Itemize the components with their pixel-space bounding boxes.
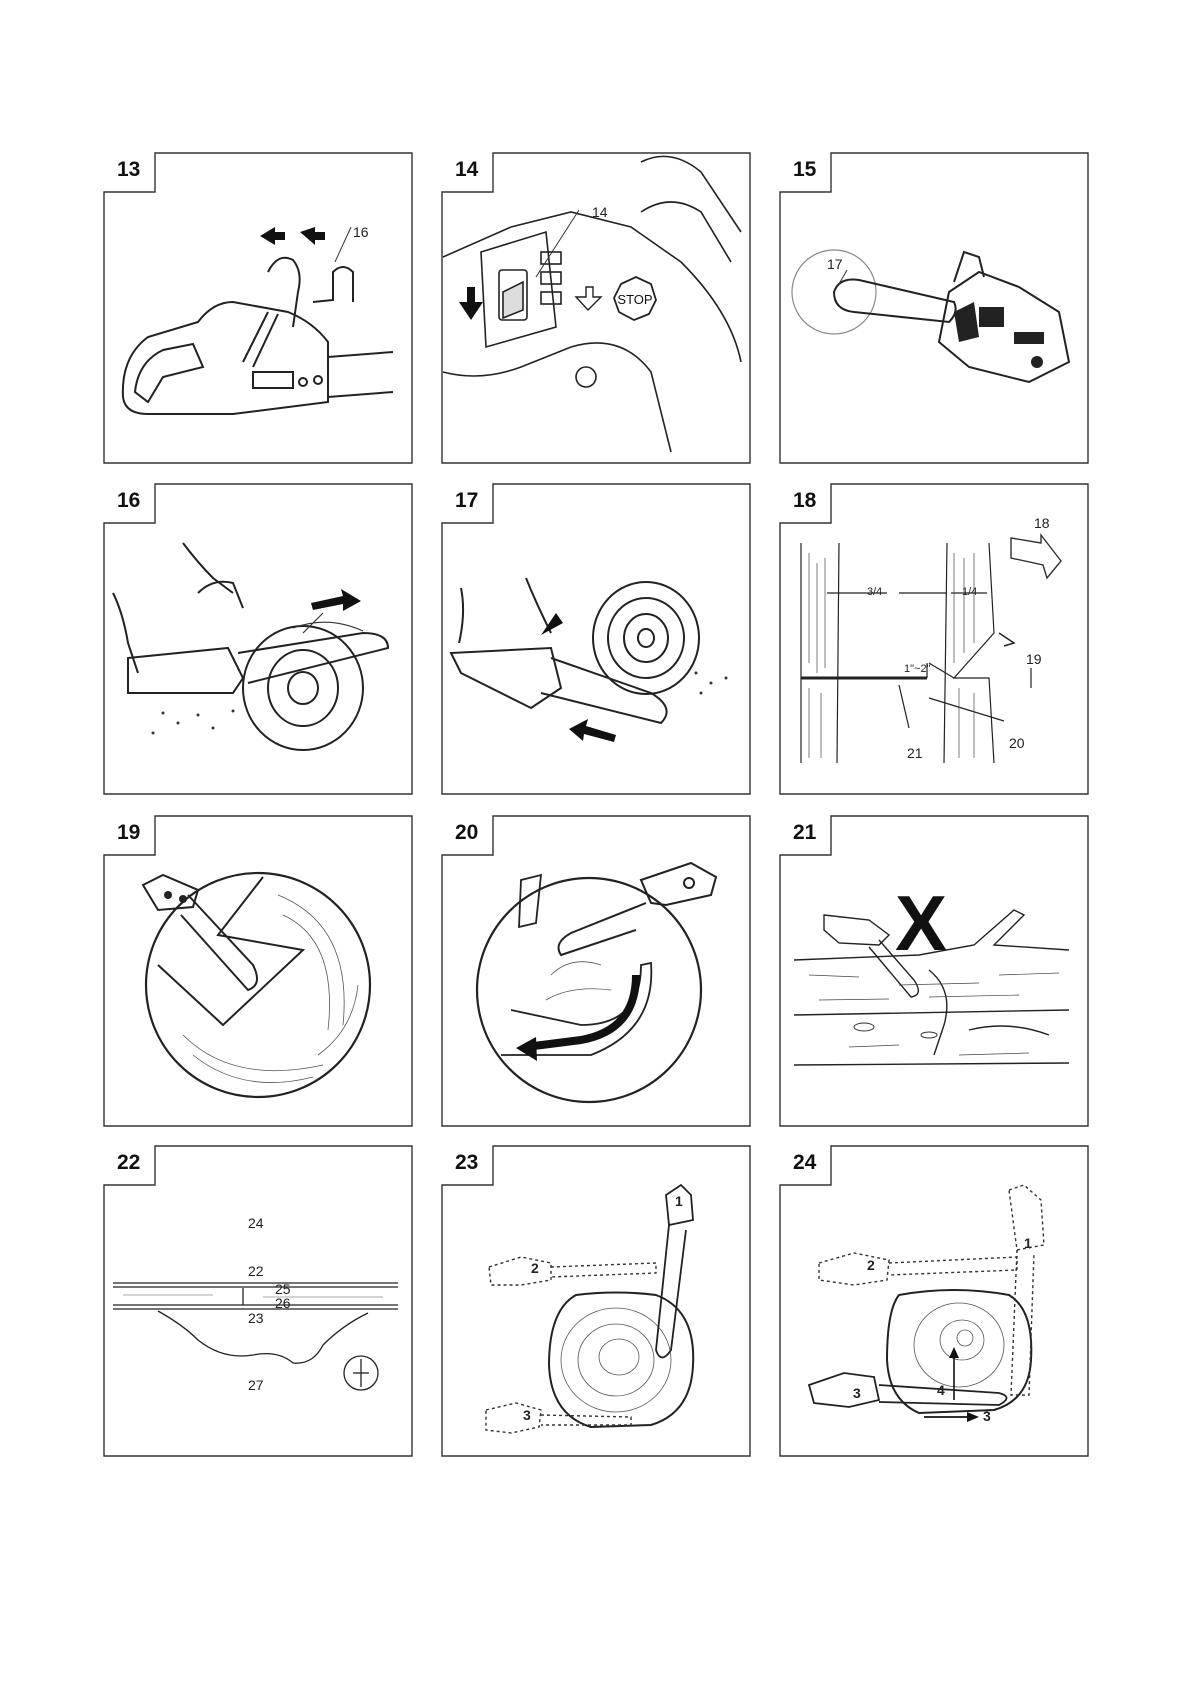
figure-21 [779,815,1089,1127]
figure-number: 13 [117,158,141,181]
figure-number: 16 [117,489,141,512]
callout-label: 2 [867,1257,875,1273]
figure-number: 18 [793,489,817,512]
callout-label: 24 [248,1215,264,1231]
figure-24 [779,1145,1089,1457]
figure-14 [441,152,751,464]
callout-label: 17 [827,256,843,272]
callout-label: 25 [275,1281,291,1297]
figure-17 [441,483,751,795]
figure-number: 17 [455,489,479,512]
figure-number: 23 [455,1151,479,1174]
callout-label: 19 [1026,651,1042,667]
callout-label: 1 [1024,1235,1032,1251]
figure-22 [103,1145,413,1457]
pulling-chain-cut-illustration [103,483,413,795]
figure-15 [779,152,1089,464]
figure-16 [103,483,413,795]
figure-13 [103,152,413,464]
callout-label: 3/4 [867,586,883,598]
log-cutting-sequence-alt-illustration [779,1145,1089,1457]
callout-label: 1"~2" [904,663,931,675]
chainsaw-side-view-illustration [103,152,413,464]
log-cut-rotation-illustration [441,815,751,1127]
figure-20 [441,815,751,1127]
callout-label: 16 [353,224,369,240]
log-cutting-sequence-illustration [441,1145,751,1457]
figure-number: 24 [793,1151,817,1174]
callout-label: 1 [675,1193,683,1209]
stop-switch-closeup-illustration [441,152,751,464]
callout-label: 21 [907,745,923,761]
callout-label: 26 [275,1295,291,1311]
stop-sign-icon: STOP [617,292,653,307]
figure-23 [441,1145,751,1457]
callout-label: 23 [248,1310,264,1326]
cross-mark-icon: X [894,879,948,967]
figure-number: 20 [455,821,479,844]
figure-number: 21 [793,821,817,844]
callout-label: 14 [592,204,608,220]
callout-label: 27 [248,1377,264,1393]
callout-label: 18 [1034,515,1050,531]
figure-number: 22 [117,1151,141,1174]
root-cut-diagram [103,1145,413,1457]
callout-label: 3 [523,1407,531,1423]
callout-label: 22 [248,1263,264,1279]
wrong-cutting-position-illustration [779,815,1089,1127]
pushing-chain-cut-illustration [441,483,751,795]
figure-number: 15 [793,158,817,181]
figure-number: 19 [117,821,141,844]
log-cut-with-wedge-illustration [103,815,413,1127]
figure-18 [779,483,1089,795]
figure-19 [103,815,413,1127]
chainsaw-bar-tip-illustration [779,152,1089,464]
figure-number: 14 [455,158,479,181]
callout-label: 3 [853,1385,861,1401]
callout-label: 1/4 [962,586,978,598]
callout-label: 2 [531,1260,539,1276]
callout-label: 4 [937,1382,945,1398]
callout-label: 20 [1009,735,1025,751]
callout-label: 3 [983,1408,991,1424]
